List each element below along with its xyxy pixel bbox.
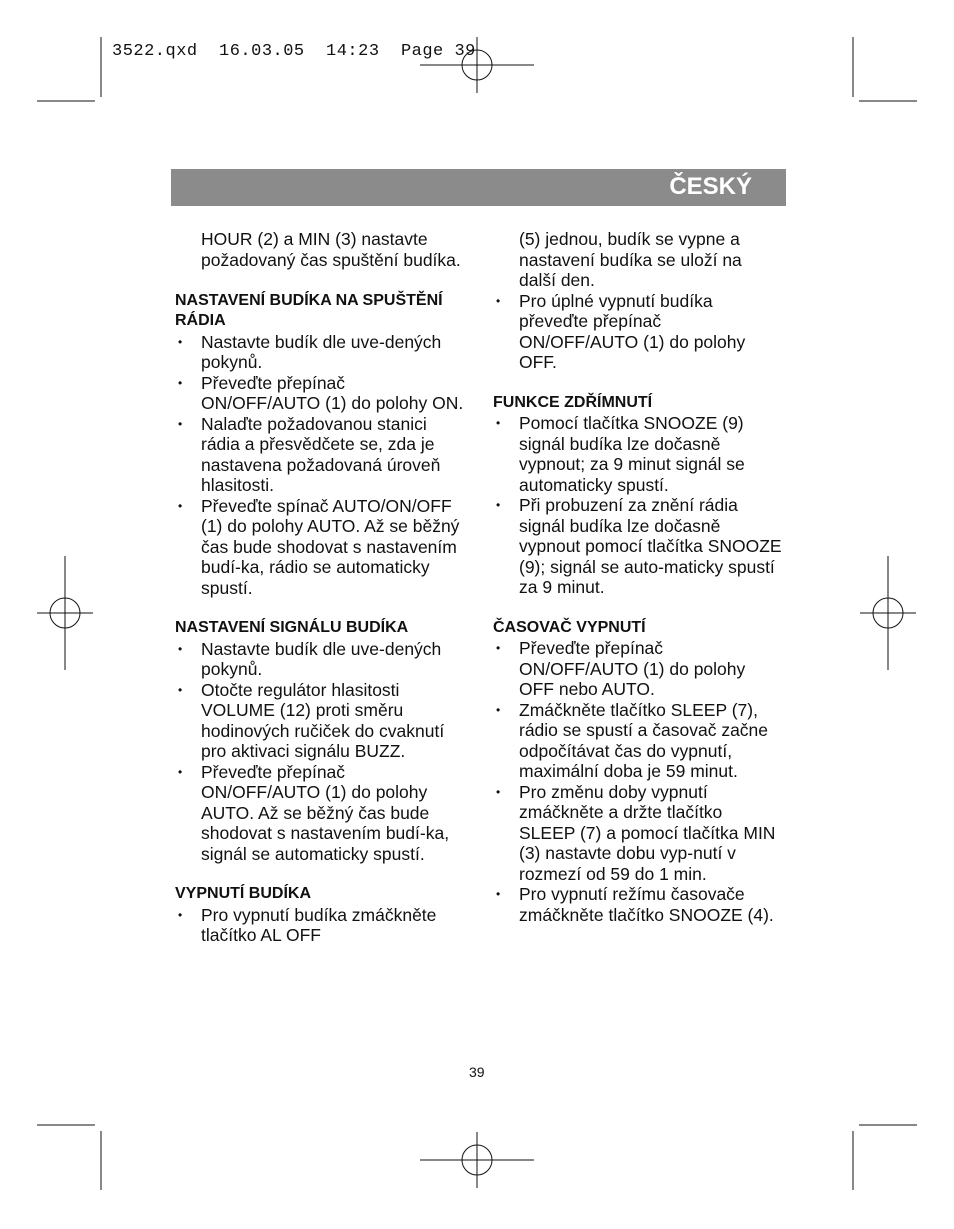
list-item: • Pro vypnutí režímu časovače zmáčkněte tlačítko SNOOZE (4).: [493, 884, 783, 925]
section-heading-snooze: FUNKCE ZDŘÍMNUTÍ: [493, 393, 653, 411]
list-item: • Pro vypnutí budíka zmáčkněte tlačítko AL OFF: [175, 905, 465, 946]
bullet-list: [493, 413, 783, 598]
print-slug-header: 3522.qxd 16.03.05 14:23 Page 39: [112, 42, 476, 61]
continued-paragraph: HOUR (2) a MIN (3) nastavte požadovaný čas spuštění budíka.: [201, 229, 461, 270]
list-item: • Nastavte budík dle uve-dených pokynů.: [175, 332, 465, 373]
section-heading-buzzer-alarm: NASTAVENÍ SIGNÁLU BUDÍKA: [175, 619, 409, 636]
language-title: ČESKÝ: [669, 173, 752, 200]
list-item: • Při probuzení za znění rádia signál budíka lze dočasně vypnout pomocí tlačítka SNOOZE (9); signál se auto-maticky spustí za 9 minut.: [493, 495, 783, 598]
bullet-list: [175, 905, 465, 946]
list-item: • Převeďte spínač AUTO/ON/OFF (1) do polohy AUTO. Až se běžný čas bude shodovat s nastavením budí-ka, rádio se automaticky spustí.: [175, 496, 465, 599]
bullet-list: [493, 638, 783, 925]
list-item: • Nalaďte požadovanou stanici rádia a přesvědčete se, zda je nastavena požadovaná úroveň hlasitosti.: [175, 414, 465, 496]
section-heading-sleep-timer: ČASOVAČ VYPNUTÍ: [493, 618, 646, 636]
list-item: • Převeďte přepínač ON/OFF/AUTO (1) do polohy OFF nebo AUTO.: [493, 638, 783, 700]
list-item: • Pro úplné vypnutí budíka převeďte přepínač ON/OFF/AUTO (1) do polohy OFF.: [493, 291, 783, 373]
list-item: • Zmáčkněte tlačítko SLEEP (7), rádio se spustí a časovač začne odpočítávat čas do vypnutí, maximální doba je 59 minut.: [493, 700, 783, 782]
list-item: • Otočte regulátor hlasitosti VOLUME (12) proti směru hodinových ručiček do cvaknutí pro aktivaci signálu BUZZ.: [175, 680, 465, 762]
list-item: • Nastavte budík dle uve-dených pokynů.: [175, 639, 465, 680]
registration-mark-bottom: [420, 1132, 534, 1188]
page-number: 39: [469, 1064, 485, 1080]
right-column: [493, 229, 783, 925]
left-column: [175, 229, 465, 946]
registration-mark-right: [860, 556, 916, 670]
list-item: • Převeďte přepínač ON/OFF/AUTO (1) do polohy AUTO. Až se běžný čas bude shodovat s nastavením budí-ka, signál se automaticky spustí.: [175, 762, 465, 865]
bullet-list: [493, 291, 783, 373]
list-item: • Pro změnu doby vypnutí zmáčkněte a držte tlačítko SLEEP (7) a pomocí tlačítka MIN (3) nastavte dobu vyp-nutí v rozmezí od 59 do 1 min.: [493, 782, 783, 885]
continued-paragraph: (5) jednou, budík se vypne a nastavení budíka se uloží na další den.: [519, 229, 742, 290]
section-heading-alarm-off: VYPNUTÍ BUDÍKA: [175, 885, 312, 902]
bullet-list: [175, 332, 465, 599]
section-heading-radio-alarm: NASTAVENÍ BUDÍKA NA SPUŠTĚNÍ RÁDIA: [175, 291, 443, 329]
bullet-list: [175, 639, 465, 865]
list-item: • Převeďte přepínač ON/OFF/AUTO (1) do polohy ON.: [175, 373, 465, 414]
registration-mark-left: [37, 556, 93, 670]
list-item: • Pomocí tlačítka SNOOZE (9) signál budíka lze dočasně vypnout; za 9 minut signál se automaticky spustí.: [493, 413, 783, 495]
language-banner: [171, 169, 786, 206]
